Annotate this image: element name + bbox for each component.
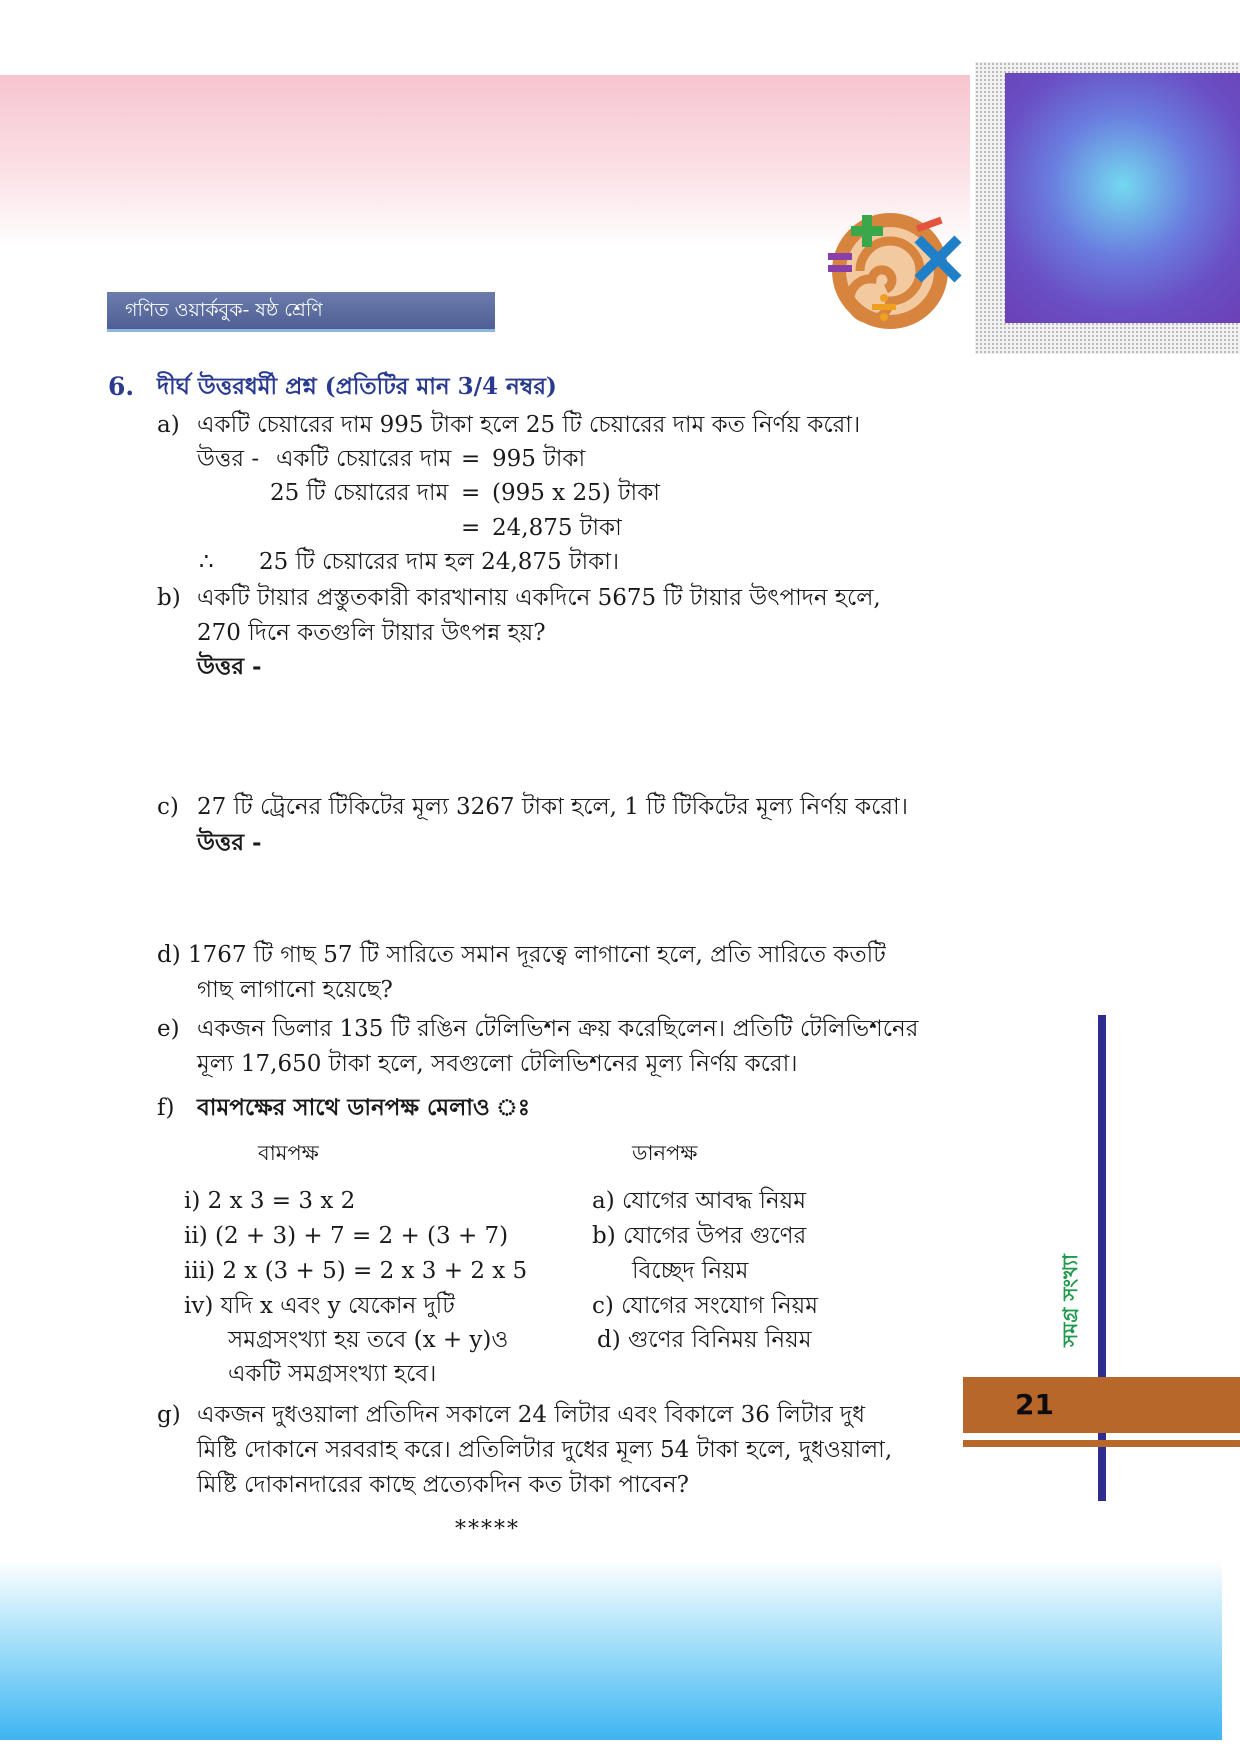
q-a-conclusion: 25 টি চেয়ারের দাম হল 24,875 টাকা। (259, 549, 620, 575)
q-b-label: b) (157, 585, 181, 611)
q-c-label: c) (157, 794, 179, 820)
q-a-label: a) (157, 412, 180, 438)
q-e-label: e) (157, 1016, 180, 1042)
right-item-b-line2: বিচ্ছেদ নিয়ম (632, 1258, 749, 1284)
q-g-line3: মিষ্টি দোকানদারের কাছে প্রত্যেকদিন কত টাকা পাবেন? (197, 1472, 689, 1498)
q-g-label: g) (157, 1402, 181, 1428)
right-item-c: c) যোগের সংযোগ নিয়ম (592, 1293, 818, 1319)
q-a-text: একটি চেয়ারের দাম 995 টাকা হলে 25 টি চেয়ারের দাম কত নির্ণয় করো। (197, 412, 861, 438)
q-f-label: f) (157, 1095, 175, 1121)
chapter-side-label (1042, 1245, 1102, 1355)
q-a-answer-label: উত্তর - (197, 446, 260, 472)
q-a-line2-right: (995 x 25) টাকা (492, 480, 660, 506)
right-column-header: ডানপক্ষ (632, 1141, 698, 1165)
left-item-iii: iii) 2 x (3 + 5) = 2 x 3 + 2 x 5 (184, 1258, 528, 1284)
q-a-line1-left: একটি চেয়ারের দাম (276, 446, 452, 472)
q-b-answer-label: উত্তর - (197, 653, 262, 680)
q-e-line1: একজন ডিলার 135 টি রঙিন টেলিভিশন ক্রয় করেছিলেন। প্রতিটি টেলিভিশনের (197, 1016, 919, 1042)
page-number-underline (963, 1440, 1240, 1447)
book-title-tag (107, 292, 495, 332)
end-mark: ***** (455, 1517, 520, 1542)
right-item-d: d) গুণের বিনিময় নিয়ম (597, 1327, 812, 1353)
q-d-line1: d) 1767 টি গাছ 57 টি সারিতে সমান দূরত্বে লাগানো হলে, প্রতি সারিতে কতটি (157, 942, 886, 968)
left-item-iv-line3: একটি সমগ্রসংখ্যা হবে। (228, 1361, 437, 1387)
left-item-iv-line2: সমগ্রসংখ্যা হয় তবে (x + y)ও (228, 1327, 509, 1353)
left-item-ii: ii) (2 + 3) + 7 = 2 + (3 + 7) (184, 1223, 509, 1249)
q-a-line3-eq: = (461, 515, 481, 541)
q-c-text: 27 টি ট্রেনের টিকিটের মূল্য 3267 টাকা হলে, 1 টি টিকিটের মূল্য নির্ণয় করো। (197, 794, 908, 820)
chapter-name: সমগ্র সংখ্যা (1057, 1253, 1082, 1347)
left-item-iv: iv) যদি x এবং y যেকোন দুটি (184, 1293, 455, 1319)
q-d-line2: গাছ লাগানো হয়েছে? (197, 977, 393, 1003)
q-c-answer-label: উত্তর - (197, 829, 262, 856)
right-item-b: b) যোগের উপর গুণের (592, 1223, 807, 1249)
math-operators-swirl-icon (818, 203, 968, 333)
q-g-line1: একজন দুধওয়ালা প্রতিদিন সকালে 24 লিটার এবং বিকালে 36 লিটার দুধ (197, 1402, 866, 1428)
section-number: 6. (108, 372, 135, 401)
therefore-symbol: ∴ (199, 549, 214, 575)
bottom-blue-band (0, 1560, 1222, 1740)
q-e-line2: মূল্য 17,650 টাকা হলে, সবগুলো টেলিভিশনের মূল্য নির্ণয় করো। (197, 1051, 798, 1077)
section-title: দীর্ঘ উত্তরধর্মী প্রশ্ন (প্রতিটির মান 3/4 নম্বর) (157, 373, 557, 400)
page-number-box (963, 1377, 1240, 1433)
q-a-line3-right: 24,875 টাকা (492, 515, 622, 541)
q-b-line1: একটি টায়ার প্রস্তুতকারী কারখানায় একদিনে 5675 টি টায়ার উৎপাদন হলে, (197, 585, 881, 611)
left-item-i: i) 2 x 3 = 3 x 2 (184, 1188, 356, 1214)
q-a-line2-eq: = (461, 480, 481, 506)
page-number: 21 (1015, 1388, 1054, 1421)
q-a-line2-left: 25 টি চেয়ারের দাম (270, 480, 449, 506)
corner-gradient-square (1005, 73, 1240, 323)
q-f-instruction: বামপক্ষের সাথে ডানপক্ষ মেলাও ঃ (197, 1094, 530, 1121)
q-g-line2: মিষ্টি দোকানে সরবরাহ করে। প্রতিলিটার দুধের মূল্য 54 টাকা হলে, দুধওয়ালা, (197, 1437, 893, 1463)
q-b-line2: 270 দিনে কতগুলি টায়ার উৎপন্ন হয়? (197, 620, 546, 646)
right-item-a: a) যোগের আবদ্ধ নিয়ম (592, 1188, 806, 1214)
q-a-line1-eq: = (461, 446, 481, 472)
left-column-header: বামপক্ষ (258, 1141, 319, 1165)
book-title: গণিত ওয়ার্কবুক- ষষ্ঠ শ্রেণি (125, 299, 323, 321)
q-a-line1-right: 995 টাকা (492, 446, 586, 472)
